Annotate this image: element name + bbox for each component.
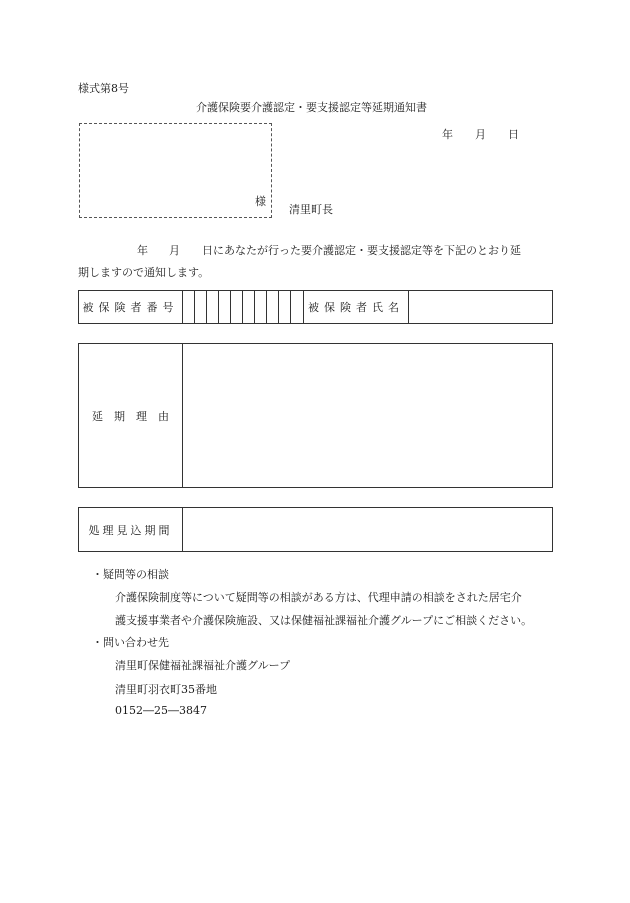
recipient-honorific: 様 bbox=[255, 195, 266, 208]
insured-number-digit-2[interactable] bbox=[195, 291, 207, 324]
date-day: 日 bbox=[508, 128, 519, 141]
body-text-rest: 日にあなたが行った要介護認定・要支援認定等を下記のとおり延 bbox=[202, 244, 521, 257]
postponement-reason-label: 延 期 理 由 bbox=[79, 344, 183, 488]
note-2-heading bbox=[92, 634, 169, 650]
contact-department: 清里町保健福祉課福祉介護グループ bbox=[115, 659, 291, 672]
insured-number-digit-8[interactable] bbox=[267, 291, 279, 324]
form-number: 様式第8号 bbox=[78, 82, 129, 95]
insured-number-digit-4[interactable] bbox=[219, 291, 231, 324]
note-1-line-2: 護支援事業者や介護保険施設、又は保健福祉課福祉介護グループにご相談ください。 bbox=[115, 614, 533, 627]
note-1-heading bbox=[92, 566, 169, 582]
contact-phone: 0152―25―3847 bbox=[115, 704, 207, 717]
body-month: 月 bbox=[169, 244, 180, 257]
postponement-reason-field[interactable] bbox=[183, 344, 553, 488]
postponement-reason-table bbox=[78, 343, 553, 488]
insured-name-label: 被保険者氏名 bbox=[304, 291, 409, 324]
insured-info-table bbox=[78, 290, 553, 324]
contact-address: 清里町羽衣町35番地 bbox=[115, 683, 217, 696]
insured-number-digit-10[interactable] bbox=[291, 291, 304, 324]
insured-name-field[interactable] bbox=[409, 291, 553, 324]
processing-period-table bbox=[78, 507, 553, 552]
body-line-2: 期しますので通知します。 bbox=[78, 266, 210, 279]
insured-number-digit-5[interactable] bbox=[231, 291, 243, 324]
insured-number-digit-9[interactable] bbox=[279, 291, 291, 324]
note-1-line-1: 介護保険制度等について疑問等の相談がある方は、代理申請の相談をされた居宅介 bbox=[115, 591, 522, 604]
insured-number-digit-6[interactable] bbox=[243, 291, 255, 324]
note-2-heading-text: 問い合わせ先 bbox=[103, 636, 169, 649]
date-month: 月 bbox=[475, 128, 486, 141]
issue-date bbox=[442, 126, 519, 142]
note-1-bullet: ・ bbox=[92, 568, 103, 581]
insured-number-digit-1[interactable] bbox=[183, 291, 195, 324]
date-year: 年 bbox=[442, 128, 453, 141]
insured-number-label: 被保険者番号 bbox=[79, 291, 183, 324]
body-line-1 bbox=[78, 242, 553, 258]
processing-period-field[interactable] bbox=[183, 508, 553, 552]
note-2-bullet: ・ bbox=[92, 636, 103, 649]
processing-period-label: 処理見込期間 bbox=[79, 508, 183, 552]
document-title: 介護保険要介護認定・要支援認定等延期通知書 bbox=[196, 101, 427, 114]
insured-number-digit-3[interactable] bbox=[207, 291, 219, 324]
note-1-heading-text: 疑問等の相談 bbox=[103, 568, 169, 581]
recipient-address-box bbox=[79, 123, 272, 218]
body-year: 年 bbox=[137, 244, 148, 257]
insured-number-digit-7[interactable] bbox=[255, 291, 267, 324]
sender-name: 清里町長 bbox=[289, 203, 333, 216]
